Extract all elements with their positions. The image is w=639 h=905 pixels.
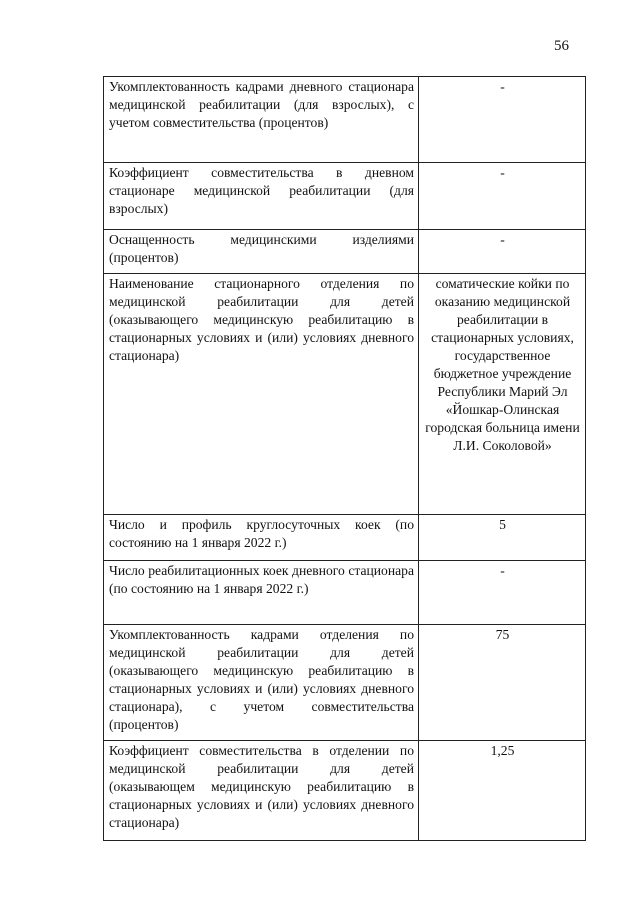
table-row xyxy=(104,163,586,230)
row-value: - xyxy=(419,77,586,163)
table-row xyxy=(104,274,586,515)
row-value: 5 xyxy=(419,515,586,561)
row-label: Коэффициент совместительства в отделении по медицинской реабилитации для детей (оказывающем медицинскую реабилитацию в стационарных условиях и (или) условиях дневного стационара) xyxy=(104,741,419,841)
row-label: Наименование стационарного отделения по медицинской реабилитации для детей (оказывающего медицинскую реабилитацию в стационарных условиях и (или) условиях дневного стационара) xyxy=(104,274,419,515)
row-label: Укомплектованность кадрами дневного стационара медицинской реабилитации (для взрослых), с учетом совместительства (процентов) xyxy=(104,77,419,163)
row-label: Число реабилитационных коек дневного стационара (по состоянию на 1 января 2022 г.) xyxy=(104,561,419,625)
row-label: Коэффициент совместительства в дневном стационаре медицинской реабилитации (для взрослых) xyxy=(104,163,419,230)
row-value: 75 xyxy=(419,625,586,741)
row-value: - xyxy=(419,230,586,274)
row-label: Укомплектованность кадрами отделения по медицинской реабилитации для детей (оказывающего медицинскую реабилитацию в стационарных условиях и (или) условиях дневного стационара), с учетом совместительства (процентов) xyxy=(104,625,419,741)
page-number: 56 xyxy=(554,38,569,54)
row-value: - xyxy=(419,163,586,230)
row-value: соматические койки по оказанию медицинской реабилитации в стационарных условиях, государственное бюджетное учреждение Республики Марий Эл «Йошкар-Олинская городская больница имени Л.И. Соколовой» xyxy=(419,274,586,515)
table-row xyxy=(104,741,586,841)
row-label: Оснащенность медицинскими изделиями (процентов) xyxy=(104,230,419,274)
table-row xyxy=(104,561,586,625)
row-label: Число и профиль круглосуточных коек (по состоянию на 1 января 2022 г.) xyxy=(104,515,419,561)
table-row xyxy=(104,515,586,561)
row-value: - xyxy=(419,561,586,625)
row-value: 1,25 xyxy=(419,741,586,841)
data-table xyxy=(103,76,586,841)
table-row xyxy=(104,230,586,274)
table-row xyxy=(104,625,586,741)
table-row xyxy=(104,77,586,163)
